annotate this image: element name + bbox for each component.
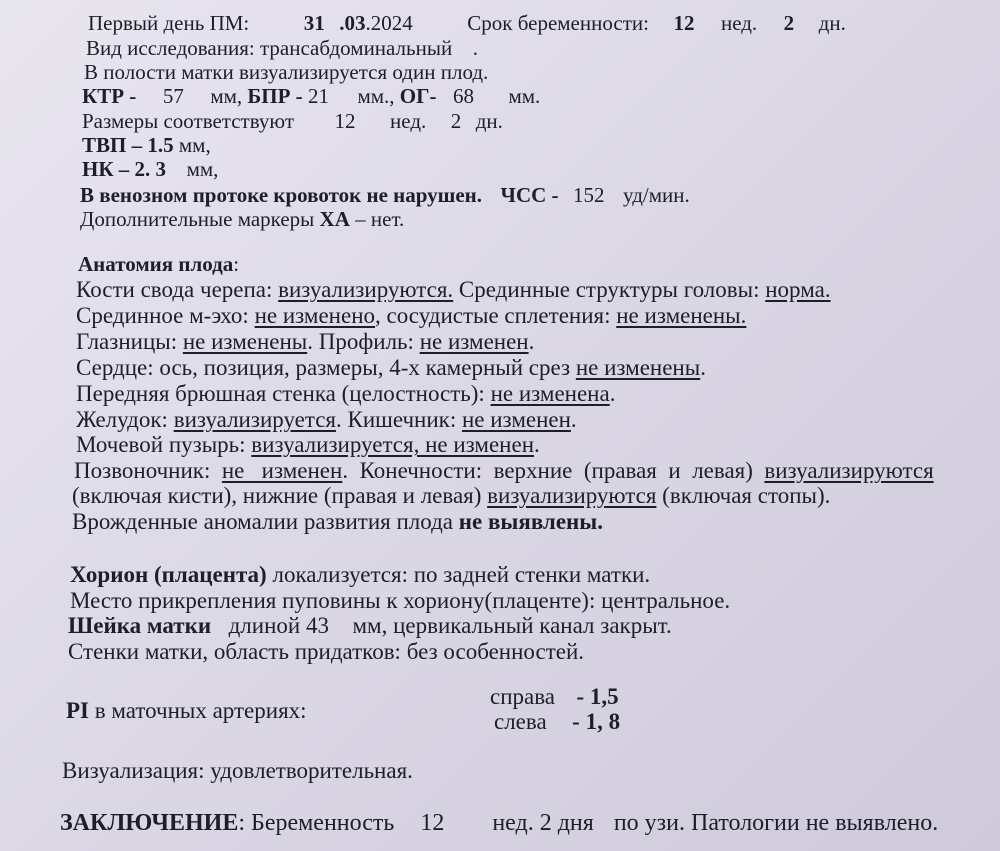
- pi-left-label: слева: [494, 709, 547, 734]
- placenta-line: [70, 562, 650, 587]
- pi-label-rest: в маточных артериях:: [94, 698, 307, 723]
- venous-line: [80, 184, 690, 207]
- anatomy-line-7: [76, 432, 540, 457]
- anatomy-title: Анатомия плода: [78, 252, 234, 276]
- conclusion-line: [60, 810, 938, 836]
- pm-label: Первый день ПМ:: [88, 11, 250, 35]
- biometry-line: [82, 85, 540, 108]
- pi-left-line: [494, 709, 620, 734]
- pi-right-label: справа: [490, 684, 555, 709]
- m-echo-label: Срединное м-эхо:: [76, 303, 249, 328]
- profile-dot: .: [528, 329, 535, 354]
- upper-limbs-label: . Конечности: верхние (правая и левая): [342, 458, 753, 483]
- conclusion-days: 2 дня: [539, 810, 594, 836]
- nk-line: [82, 158, 218, 181]
- nk-value: НК – 2. 3: [82, 157, 167, 181]
- anatomy-line-10: [72, 509, 603, 534]
- pm-day: 31: [303, 11, 325, 35]
- og-unit: мм.: [508, 84, 541, 108]
- cord-line: Место прикрепления пуповины к хориону(плаценте): центральное.: [70, 588, 731, 613]
- cervix-canal: мм, цервикальный канал закрыт.: [352, 613, 672, 638]
- cervix-length: длиной 43: [228, 613, 329, 638]
- conclusion-weeks: 12: [420, 810, 445, 836]
- conclusion-result: по узи. Патологии не выявлено.: [613, 810, 939, 836]
- heart-label: Сердце: ось, позиция, размеры, 4-х камерный срез: [76, 355, 571, 380]
- lower-limbs-note: (включая стопы).: [662, 483, 831, 508]
- anatomy-line-6: [76, 407, 577, 432]
- ktr-value: 57: [162, 84, 184, 108]
- pi-right-value: - 1,5: [576, 684, 619, 709]
- bladder-dot: .: [534, 432, 540, 457]
- anatomy-title-line: [78, 253, 239, 276]
- tvp-unit: мм,: [178, 133, 211, 157]
- size-line: [82, 110, 503, 133]
- conclusion-pregnancy: Беременность: [251, 810, 395, 836]
- pi-left-value: - 1, 8: [572, 709, 621, 734]
- anatomy-line-1: [76, 277, 831, 302]
- walls-line: Стенки матки, область придатков: без особенностей.: [68, 639, 585, 664]
- anatomy-line-9: [72, 483, 830, 508]
- venous-flow: В венозном протоке кровоток не нарушен.: [80, 183, 483, 207]
- spine-label: Позвоночник:: [74, 458, 211, 483]
- term-weeks-unit: нед.: [720, 11, 758, 35]
- tvp-line: [82, 134, 211, 157]
- markers-suffix: – нет.: [355, 207, 405, 231]
- cervix-label: Шейка матки: [68, 613, 212, 638]
- spine-value: не изменен: [221, 458, 343, 483]
- conclusion-colon: :: [238, 810, 246, 836]
- size-label: Размеры соответствуют: [82, 109, 295, 133]
- skull-label: Кости свода черепа:: [76, 277, 273, 302]
- chss-value: 152: [573, 183, 605, 207]
- exam-type: Вид исследования: трансабдоминальный: [86, 36, 453, 60]
- ktr-label: КТР -: [82, 84, 137, 108]
- bowel-dot: .: [570, 407, 577, 432]
- pi-right-line: [490, 684, 619, 709]
- anomalies-label: Врожденные аномалии развития плода: [72, 509, 454, 534]
- orbits-value: не изменены: [182, 329, 308, 354]
- bladder-label: Мочевой пузырь:: [76, 432, 246, 457]
- abdominal-wall-label: Передняя брюшная стенка (целостность):: [76, 381, 485, 406]
- anatomy-title-colon: :: [233, 252, 240, 276]
- markers-ha: ХА: [319, 207, 350, 231]
- anatomy-line-3: [76, 329, 534, 354]
- chss-label: ЧСС -: [500, 183, 559, 207]
- visualization-line: Визуализация: удовлетворительная.: [62, 758, 413, 783]
- bowel-label: . Кишечник:: [335, 407, 457, 432]
- bpr-value: 21: [307, 84, 329, 108]
- pi-label-line: [66, 698, 307, 723]
- cervix-line: [68, 613, 672, 638]
- placenta-label: Хорион (плацента): [70, 562, 267, 587]
- pi-label: PI: [66, 698, 89, 723]
- ktr-unit: мм,: [210, 84, 243, 108]
- upper-limbs-value: визуализируются: [764, 458, 934, 483]
- bowel-value: не изменен: [461, 407, 571, 432]
- term-weeks: 12: [673, 11, 695, 35]
- markers-prefix: Дополнительные маркеры: [80, 207, 315, 231]
- og-label: ОГ-: [399, 84, 437, 108]
- stomach-value: визуализируется: [173, 407, 336, 432]
- lower-limbs-label: (включая кисти), нижние (правая и левая): [72, 483, 482, 508]
- profile-label: . Профиль:: [307, 329, 414, 354]
- term-days-unit: дн.: [818, 11, 846, 35]
- bpr-unit: мм.,: [357, 84, 395, 108]
- conclusion-label: ЗАКЛЮЧЕНИЕ: [60, 810, 239, 836]
- lower-limbs-value: визуализируются: [487, 483, 657, 508]
- one-fetus-line: В полости матки визуализируется один плод.: [84, 60, 489, 84]
- term-label: Срок беременности:: [467, 11, 649, 35]
- bpr-label: БПР -: [247, 84, 303, 108]
- heart-value: не изменены: [575, 355, 701, 380]
- size-days: 2: [450, 109, 462, 133]
- orbits-label: Глазницы:: [76, 329, 178, 354]
- anatomy-line-4: [76, 355, 706, 380]
- term-days: 2: [783, 11, 795, 35]
- exam-dot: .: [472, 36, 478, 60]
- stomach-label: Желудок:: [76, 407, 168, 432]
- conclusion-weeks-unit: нед.: [492, 810, 534, 836]
- anatomy-line-2: [76, 303, 746, 328]
- heart-dot: .: [700, 355, 706, 380]
- size-weeks: 12: [334, 109, 356, 133]
- profile-value: не изменен: [419, 329, 529, 354]
- placenta-location: локализуется: по задней стенки матки.: [272, 562, 651, 587]
- size-days-unit: дн.: [475, 109, 503, 133]
- tvp-value: ТВП – 1.5: [82, 133, 174, 157]
- m-echo-value: не изменено: [254, 303, 376, 328]
- anatomy-line-8: [74, 458, 934, 483]
- pm-month: .03: [339, 11, 366, 35]
- midline-label: Срединные структуры головы:: [458, 277, 760, 302]
- exam-type-line: [86, 37, 478, 60]
- abdominal-wall-value: не изменена: [490, 381, 610, 406]
- plexus-value: не изменены.: [616, 303, 747, 328]
- pm-year: .2024: [365, 11, 413, 35]
- skull-value: визуализируются.: [278, 277, 454, 302]
- abdominal-wall-dot: .: [609, 381, 616, 406]
- bladder-value: визуализируется, не изменен: [251, 432, 535, 457]
- size-weeks-unit: нед.: [390, 109, 427, 133]
- chss-unit: уд/мин.: [623, 183, 690, 207]
- plexus-label: , сосудистые сплетения:: [375, 303, 611, 328]
- nk-unit: мм,: [186, 157, 219, 181]
- markers-line: [80, 208, 404, 231]
- anomalies-value: не выявлены.: [458, 509, 604, 534]
- anatomy-line-5: [76, 381, 615, 406]
- midline-value: норма.: [765, 277, 831, 302]
- og-value: 68: [452, 84, 474, 108]
- pm-line: [88, 12, 846, 35]
